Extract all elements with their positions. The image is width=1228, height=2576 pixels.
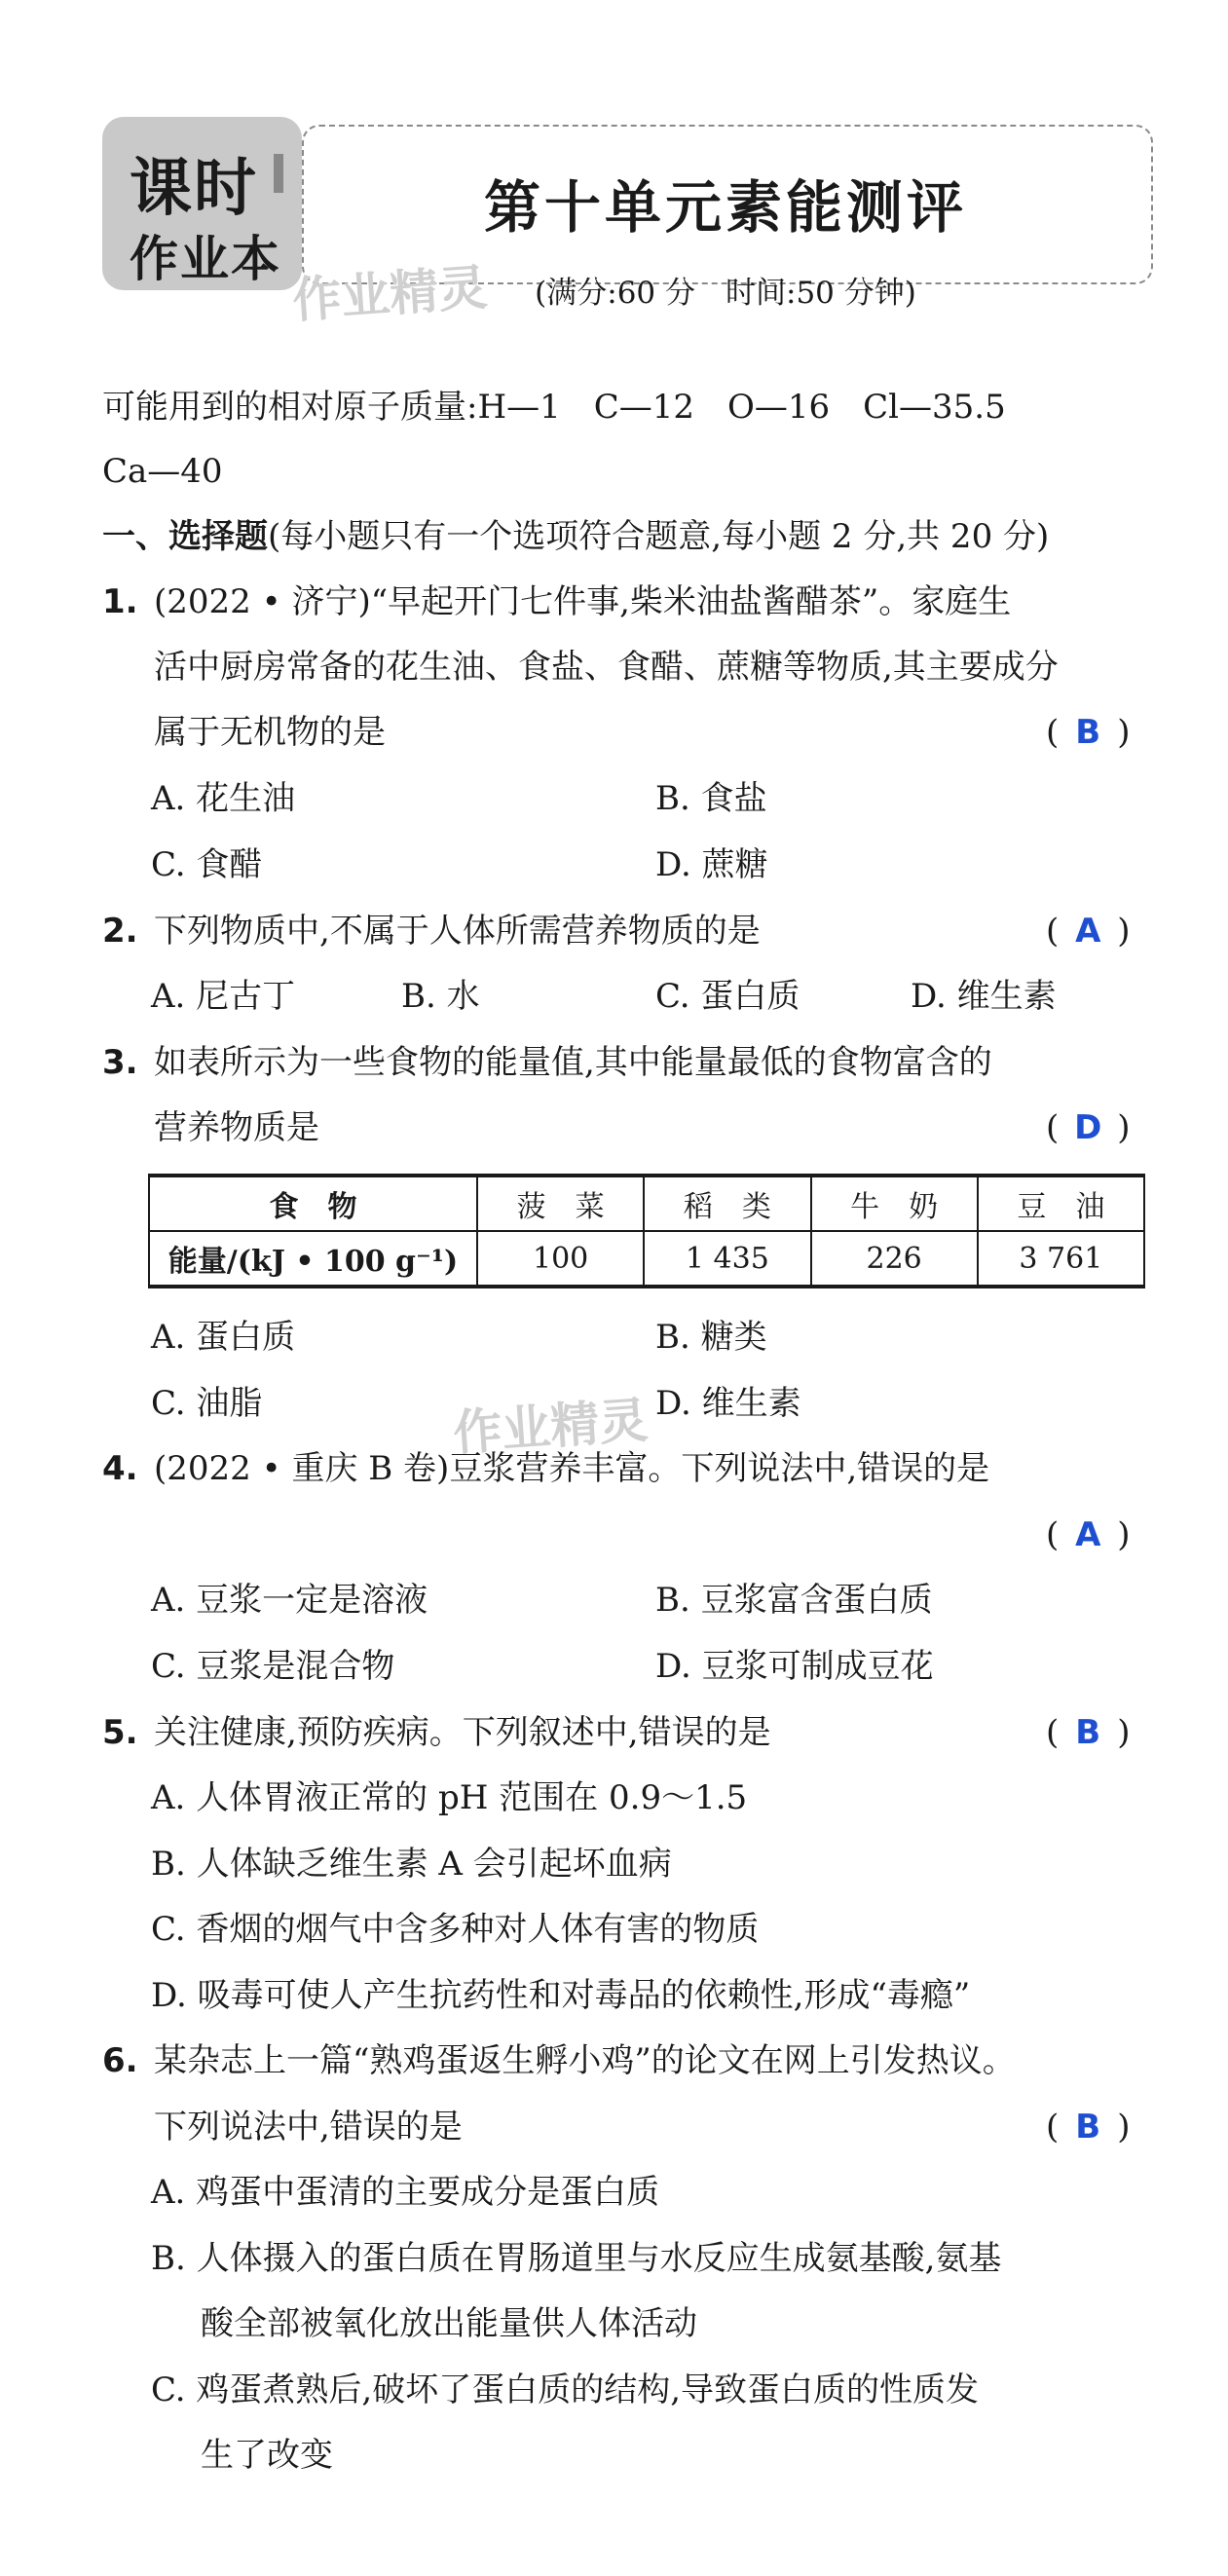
- q3-option-c: C. 油脂: [151, 1384, 263, 1423]
- table-header-cell: 稻 类: [644, 1176, 810, 1231]
- q6-option-b-line2: 酸全部被氧化放出能量供人体活动: [201, 2304, 697, 2343]
- q4-option-a: A. 豆浆一定是溶液: [151, 1581, 428, 1620]
- logo-line1: 课时: [130, 153, 258, 225]
- q4-option-d: D. 豆浆可制成豆花: [655, 1647, 934, 1686]
- q3-number: 3.: [102, 1043, 138, 1082]
- q3-answer: ( D ): [1046, 1108, 1131, 1147]
- q1-text-line3: 属于无机物的是: [154, 713, 386, 752]
- q3-text-line2: 营养物质是: [154, 1108, 319, 1147]
- q6-option-c-line1: C. 鸡蛋煮熟后,破坏了蛋白质的结构,导致蛋白质的性质发: [151, 2371, 980, 2409]
- q6-text-line1: 某杂志上一篇“熟鸡蛋返生孵小鸡”的论文在网上引发热议。: [154, 2041, 1016, 2080]
- q1-option-b: B. 食盐: [655, 779, 767, 818]
- table-row: [149, 1231, 1144, 1287]
- logo-line2: 作业本: [130, 231, 281, 287]
- q6-text-line2: 下列说法中,错误的是: [154, 2108, 463, 2147]
- table-cell: 226: [811, 1231, 978, 1287]
- q4-answer: ( A ): [1046, 1515, 1131, 1554]
- q2-option-b: B. 水: [401, 977, 480, 1016]
- q2-text: 下列物质中,不属于人体所需营养物质的是: [154, 912, 761, 951]
- table-header-cell: 菠 菜: [477, 1176, 644, 1231]
- q3-text-line1: 如表所示为一些食物的能量值,其中能量最低的食物富含的: [154, 1043, 992, 1082]
- table-row-label: 能量/(kJ • 100 g⁻¹): [149, 1231, 477, 1287]
- table-cell: 100: [477, 1231, 644, 1287]
- table-cell: 1 435: [644, 1231, 810, 1287]
- q1-text-line1: (2022 • 济宁)“早起开门七件事,柴米油盐酱醋茶”。家庭生: [154, 582, 1012, 621]
- q5-option-a: A. 人体胃液正常的 pH 范围在 0.9～1.5: [151, 1778, 748, 1817]
- table-cell: 3 761: [978, 1231, 1144, 1287]
- q3-option-d: D. 维生素: [655, 1384, 801, 1423]
- q6-option-c-line2: 生了改变: [201, 2436, 333, 2475]
- section-heading: [102, 517, 1049, 556]
- page-title: 第十单元素能测评: [483, 174, 967, 241]
- q2-option-c: C. 蛋白质: [655, 977, 800, 1016]
- q2-answer-letter: A: [1075, 912, 1101, 951]
- watermark-2: 作业精灵: [451, 1392, 651, 1462]
- logo-mark: [274, 154, 283, 193]
- q2-option-d: D. 维生素: [911, 977, 1057, 1016]
- table-header-cell: 牛 奶: [811, 1176, 978, 1231]
- q1-number: 1.: [102, 582, 138, 621]
- q2-answer: ( A ): [1046, 912, 1131, 951]
- q1-text-line2: 活中厨房常备的花生油、食盐、食醋、蔗糖等物质,其主要成分: [154, 648, 1059, 687]
- food-energy-table: [148, 1174, 1145, 1288]
- q4-option-c: C. 豆浆是混合物: [151, 1647, 395, 1686]
- q5-option-d: D. 吸毒可使人产生抗药性和对毒品的依赖性,形成“毒瘾”: [151, 1976, 971, 2015]
- q1-option-a: A. 花生油: [151, 779, 296, 818]
- page-subtitle: (满分:60 分 时间:50 分钟): [535, 276, 916, 311]
- q1-option-d: D. 蔗糖: [655, 845, 768, 884]
- q6-option-b-line1: B. 人体摄入的蛋白质在胃肠道里与水反应生成氨基酸,氨基: [151, 2239, 1002, 2278]
- q5-answer-letter: B: [1075, 1713, 1101, 1752]
- q6-answer: ( B ): [1046, 2108, 1131, 2147]
- q5-answer: ( B ): [1046, 1713, 1131, 1752]
- logo: [102, 117, 302, 290]
- q6-answer-letter: B: [1075, 2108, 1101, 2147]
- section-note: (每小题只有一个选项符合题意,每小题 2 分,共 20 分): [268, 517, 1050, 556]
- q2-number: 2.: [102, 912, 138, 951]
- atomic-mass-line2: Ca—40: [102, 452, 223, 491]
- q3-option-b: B. 糖类: [655, 1318, 767, 1357]
- q2-option-a: A. 尼古丁: [151, 977, 296, 1016]
- table-header-cell: 豆 油: [978, 1176, 1144, 1231]
- q4-option-b: B. 豆浆富含蛋白质: [655, 1581, 933, 1620]
- q5-option-b: B. 人体缺乏维生素 A 会引起坏血病: [151, 1845, 672, 1884]
- q5-number: 5.: [102, 1713, 138, 1752]
- q1-answer-letter: B: [1075, 713, 1101, 752]
- atomic-mass-line1: 可能用到的相对原子质量:H—1 C—12 O—16 Cl—35.5: [102, 388, 1006, 427]
- q3-option-a: A. 蛋白质: [151, 1318, 296, 1357]
- q1-answer: ( B ): [1046, 713, 1131, 752]
- table-header-cell: 食 物: [149, 1176, 477, 1231]
- q6-option-a: A. 鸡蛋中蛋清的主要成分是蛋白质: [151, 2173, 660, 2212]
- watermark: 作业精灵: [290, 259, 490, 329]
- q3-answer-letter: D: [1074, 1108, 1102, 1147]
- q6-number: 6.: [102, 2041, 138, 2080]
- q4-answer-letter: A: [1075, 1515, 1101, 1554]
- q1-option-c: C. 食醋: [151, 845, 263, 884]
- q5-text: 关注健康,预防疾病。下列叙述中,错误的是: [154, 1713, 771, 1752]
- q5-option-c: C. 香烟的烟气中含多种对人体有害的物质: [151, 1910, 760, 1949]
- q4-number: 4.: [102, 1449, 138, 1488]
- table-row: [149, 1176, 1144, 1231]
- section-title: 一、选择题: [102, 517, 268, 556]
- q4-text: (2022 • 重庆 B 卷)豆浆营养丰富。下列说法中,错误的是: [154, 1449, 990, 1488]
